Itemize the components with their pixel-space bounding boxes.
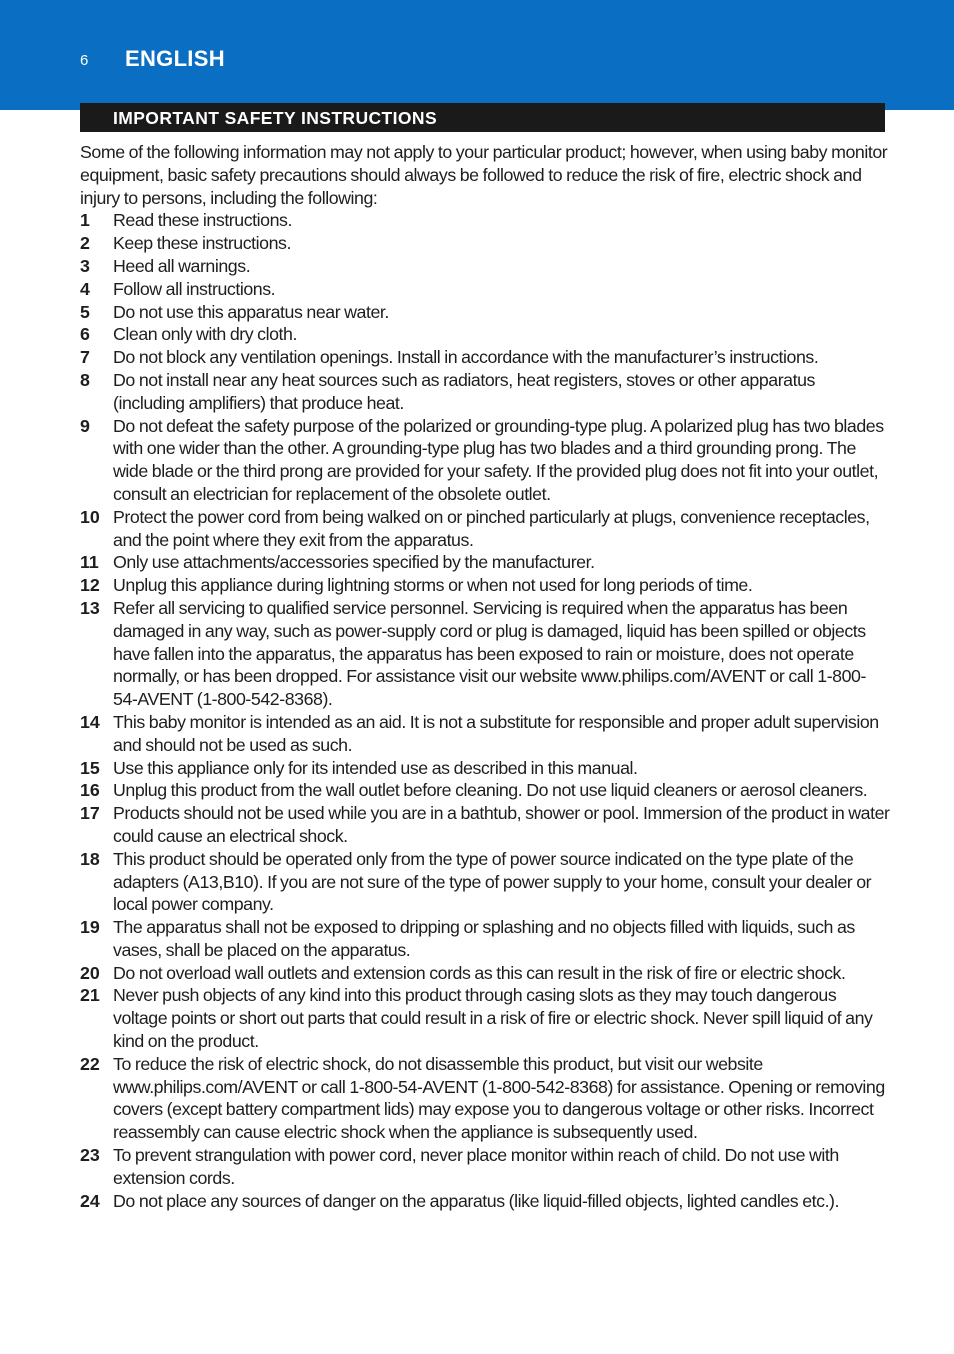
list-item-text: Use this appliance only for its intended use as described in this manual. bbox=[113, 757, 638, 778]
list-item bbox=[80, 757, 890, 780]
list-item bbox=[80, 802, 890, 848]
safety-instructions-list bbox=[80, 209, 890, 1212]
list-item bbox=[80, 506, 890, 552]
list-item bbox=[80, 1190, 890, 1213]
list-item-number: 19 bbox=[80, 917, 100, 938]
list-item bbox=[80, 346, 890, 369]
list-item-number: 14 bbox=[80, 711, 100, 732]
list-item-text: Protect the power cord from being walked on or pinched particularly at plugs, convenience receptacles, and the point where they exit from the apparatus. bbox=[113, 506, 870, 550]
list-item-text: Unplug this product from the wall outlet before cleaning. Do not use liquid cleaners or aerosol cleaners. bbox=[113, 780, 868, 801]
list-item-number: 21 bbox=[80, 985, 100, 1006]
list-item-number: 15 bbox=[80, 757, 100, 778]
list-item-text: To prevent strangulation with power cord, never place monitor within reach of child. Do not use with extension cords. bbox=[113, 1145, 839, 1188]
list-item-number: 7 bbox=[80, 347, 90, 368]
list-item-text: Keep these instructions. bbox=[113, 233, 291, 254]
list-item bbox=[80, 323, 890, 346]
list-item-number: 10 bbox=[80, 506, 100, 527]
list-item-number: 13 bbox=[80, 597, 100, 618]
list-item bbox=[80, 711, 890, 757]
list-item-number: 5 bbox=[80, 301, 90, 322]
list-item-text: Do not defeat the safety purpose of the polarized or grounding-type plug. A polarized plug has two blades with one wider than the other. A grounding-type plug has two blades and a third grounding prong. The wide blade or the third prong are provided for your safety. If the provided plug does not fit into your outlet, consult an electrician for replacement of the obsolete outlet. bbox=[113, 415, 884, 504]
page-number: 6 bbox=[80, 52, 89, 69]
list-item-text: Heed all warnings. bbox=[113, 255, 251, 276]
list-item bbox=[80, 848, 890, 916]
list-item-number: 6 bbox=[80, 324, 90, 345]
list-item bbox=[80, 232, 890, 255]
list-item-text: Do not use this apparatus near water. bbox=[113, 301, 389, 322]
header-band bbox=[0, 0, 954, 110]
list-item-number: 1 bbox=[80, 210, 90, 231]
list-item-number: 2 bbox=[80, 233, 90, 254]
list-item-text: Do not block any ventilation openings. Install in accordance with the manufacturer’s instructions. bbox=[113, 347, 819, 368]
list-item-text: Read these instructions. bbox=[113, 210, 292, 231]
list-item bbox=[80, 984, 890, 1052]
list-item-text: Products should not be used while you are in a bathtub, shower or pool. Immersion of the product in water could cause an electrical shock. bbox=[113, 803, 890, 846]
list-item-text: Never push objects of any kind into this product through casing slots as they may touch dangerous voltage points or short out parts that could result in a risk of fire or electric shock. Never spill liquid of any kind on the product. bbox=[113, 985, 873, 1052]
list-item-number: 20 bbox=[80, 962, 100, 983]
list-item-number: 9 bbox=[80, 415, 90, 436]
list-item-text: The apparatus shall not be exposed to dripping or splashing and no objects filled with liquids, such as vases, shall be placed on the apparatus. bbox=[113, 917, 855, 960]
document-body bbox=[80, 141, 890, 1212]
list-item bbox=[80, 597, 890, 711]
language-heading: ENGLISH bbox=[125, 46, 225, 71]
list-item bbox=[80, 779, 890, 802]
list-item-number: 22 bbox=[80, 1053, 100, 1074]
list-item-text: Refer all servicing to qualified service personnel. Servicing is required when the apparatus has been damaged in any way, such as power-supply cord or plug is damaged, liquid has been spilled or objects have fallen into the apparatus, the apparatus has been exposed to rain or moisture, does not operate normally, or has been dropped. For assistance visit our website www.philips.com/AVENT or call 1-800-54-AVENT (1-800-542-8368). bbox=[113, 597, 866, 710]
list-item-text: Do not overload wall outlets and extension cords as this can result in the risk of fire or electric shock. bbox=[113, 962, 846, 983]
intro-paragraph: Some of the following information may not apply to your particular product; however, when using baby monitor equipment, basic safety precautions should always be followed to reduce the risk of fire, electric shock and injury to persons, including the following: bbox=[80, 142, 888, 208]
list-item-text: Follow all instructions. bbox=[113, 278, 276, 299]
list-item-number: 12 bbox=[80, 575, 100, 596]
list-item bbox=[80, 574, 890, 597]
list-item-number: 16 bbox=[80, 780, 100, 801]
list-item bbox=[80, 551, 890, 574]
list-item bbox=[80, 278, 890, 301]
list-item bbox=[80, 301, 890, 324]
list-item-text: This baby monitor is intended as an aid. It is not a substitute for responsible and proper adult supervision and should not be used as such. bbox=[113, 711, 879, 755]
list-item-number: 18 bbox=[80, 848, 100, 869]
list-item-text: Clean only with dry cloth. bbox=[113, 324, 297, 345]
list-item-text: Do not place any sources of danger on the apparatus (like liquid-filled objects, lighted candles etc.). bbox=[113, 1190, 840, 1211]
list-item bbox=[80, 369, 890, 415]
list-item-number: 8 bbox=[80, 369, 90, 390]
list-item-number: 23 bbox=[80, 1145, 100, 1166]
list-item-number: 24 bbox=[80, 1190, 100, 1211]
list-item-text: This product should be operated only from the type of power source indicated on the type plate of the adapters (A13,B10). If you are not sure of the type of power supply to your home, consult your dealer or local power company. bbox=[113, 848, 872, 915]
list-item bbox=[80, 1144, 890, 1190]
list-item-number: 3 bbox=[80, 255, 90, 276]
list-item bbox=[80, 209, 890, 232]
section-title: IMPORTANT SAFETY INSTRUCTIONS bbox=[113, 108, 438, 128]
list-item-text: To reduce the risk of electric shock, do not disassemble this product, but visit our website www.philips.com/AVENT or call 1-800-54-AVENT (1-800-542-8368) for assistance. Opening or removing covers (except battery compartment lids) may expose you to dangerous voltage or other risks. Incorrect reassembly can cause electric shock when the appliance is subsequently used. bbox=[113, 1053, 885, 1143]
list-item-number: 4 bbox=[80, 278, 90, 299]
list-item-text: Unplug this appliance during lightning storms or when not used for long periods of time. bbox=[113, 575, 753, 596]
list-item bbox=[80, 962, 890, 985]
list-item-text: Do not install near any heat sources such as radiators, heat registers, stoves or other apparatus (including amplifiers) that produce heat. bbox=[113, 369, 815, 413]
list-item bbox=[80, 415, 890, 506]
list-item bbox=[80, 1053, 890, 1144]
list-item-number: 11 bbox=[80, 552, 99, 573]
list-item-number: 17 bbox=[80, 803, 100, 824]
list-item bbox=[80, 255, 890, 278]
list-item-text: Only use attachments/accessories specified by the manufacturer. bbox=[113, 552, 595, 573]
list-item bbox=[80, 916, 890, 962]
section-heading-bar bbox=[80, 103, 885, 132]
